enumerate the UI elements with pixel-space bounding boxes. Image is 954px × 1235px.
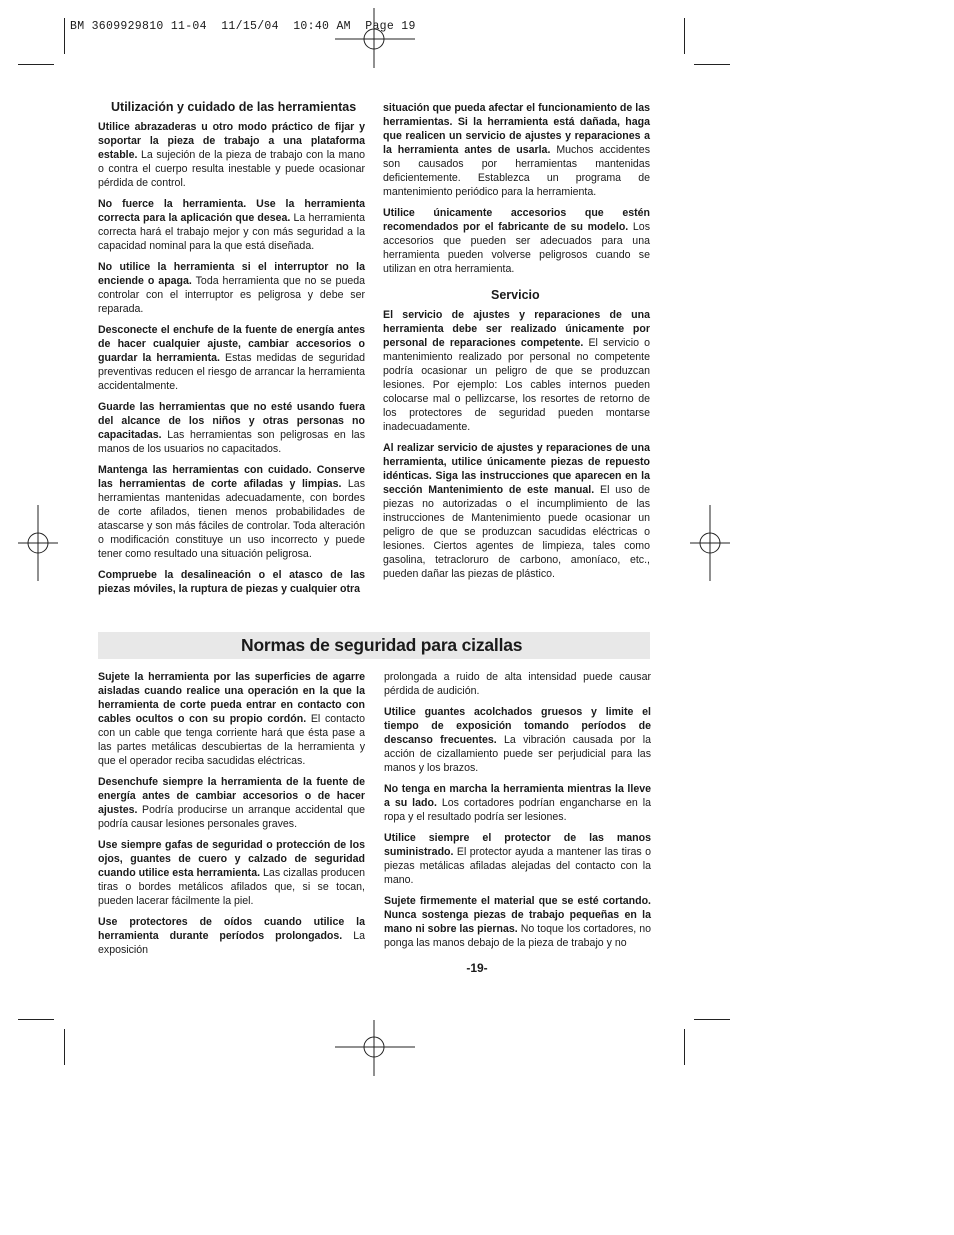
paragraph: Sujete la herramienta por las superficies de agarre aisladas cuando realice una operación en la que la herramienta de corte pueda entrar en contacto con cables ocultos o con su propio cordón. El contacto con un cable que tenga corriente hará que ésta pase a las partes metálicas descubiertas de la herramienta y que el operador reciba sacudidas eléctricas.: [98, 671, 365, 767]
paragraph: Desconecte el enchufe de la fuente de energía antes de hacer cualquier ajuste, cambiar accesorios o guardar la herramienta. Estas medidas de seguridad preventivas reducen el riesgo de arrancar la herramienta accidentalmente.: [98, 324, 365, 392]
paragraph: Utilice siempre el protector de las manos suministrado. El protector ayuda a mantener las tiras o piezas metálicas afiladas alejadas del contacto con la mano.: [384, 832, 651, 886]
paragraph: prolongada a ruido de alta intensidad puede causar pérdida de audición.: [384, 671, 651, 697]
crop-mark-bottom-left-v: [64, 1029, 65, 1065]
section-heading-utilizacion: Utilización y cuidado de las herramientas: [111, 100, 357, 114]
paragraph: Utilice abrazaderas u otro modo práctico de fijar y soportar la pieza de trabajo a una plataforma estable. La sujeción de la pieza de trabajo con la mano o contra el cuerpo resulta inestable y puede ocasionar pérdida de control.: [98, 121, 365, 189]
paragraph: No tenga en marcha la herramienta mientras la lleve a su lado. Los cortadores podrían engancharse en la ropa y el resultado podría ser lesiones.: [384, 783, 651, 823]
registration-mark-bottom-icon: [335, 1020, 415, 1076]
paragraph: Utilice únicamente accesorios que estén recomendados por el fabricante de su modelo. Los accesorios que pueden ser adecuados para una herramienta pueden volverse peligrosos cuando se utilizan en otra herramienta.: [383, 207, 650, 275]
paragraph: Sujete firmemente el material que se esté cortando. Nunca sostenga piezas de trabajo pequeñas en la mano ni sobre las piernas. No toque los cortadores, no ponga las manos debajo de la pieza de trabajo y no: [384, 895, 651, 949]
paragraph: situación que pueda afectar el funcionamiento de las herramientas. Si la herramienta está dañada, haga que realicen un servicio de ajustes y reparaciones a la herramienta antes de usarla. Muchos accidentes son causados por herramientas mantenidas deficientemente. Establezca un programa de mantenimiento periódico para la herramienta.: [383, 102, 650, 198]
banner-title: Normas de seguridad para cizallas: [241, 635, 523, 655]
crop-mark-bottom-left-h: [18, 1019, 54, 1020]
registration-mark-left-icon: [18, 505, 58, 581]
crop-mark-top-left-v: [64, 18, 65, 54]
top-left-column: [98, 100, 365, 603]
paragraph: El servicio de ajustes y reparaciones de una herramienta debe ser realizado únicamente por personal de reparaciones competente. El servicio o mantenimiento realizado por personal no competente podría ocasionar un peligro de que se produzcan lesiones. Por ejemplo: Los cables internos pueden colocarse mal o pellizcarse, los resortes de retorno de los protectores de seguridad pueden montarse inadecuadamente.: [383, 309, 650, 433]
crop-mark-top-right-h: [694, 64, 730, 65]
crop-mark-top-left-h: [18, 64, 54, 65]
paragraph: Al realizar servicio de ajustes y reparaciones de una herramienta, utilice únicamente piezas de repuesto idénticas. Siga las instrucciones que aparecen en la sección Mantenimiento de este manual. El uso de piezas no autorizadas o el incumplimiento de las instrucciones de Mantenimiento puede ocasionar un peligro de que se produzcan sacudidas eléctricas o lesiones. Ciertos agentes de limpieza, tales como gasolina, tetracloruro de carbono, amoníaco, etc., pueden dañar las piezas de plástico.: [383, 442, 650, 580]
paragraph: Guarde las herramientas que no esté usando fuera del alcance de los niños y otras personas no capacitadas. Las herramientas son peligrosas en las manos de los usuarios no capacitados.: [98, 401, 365, 455]
registration-mark-right-icon: [690, 505, 730, 581]
crop-mark-bottom-right-v: [684, 1029, 685, 1065]
crop-mark-bottom-right-h: [694, 1019, 730, 1020]
paragraph: No fuerce la herramienta. Use la herramienta correcta para la aplicación que desea. La herramienta correcta hará el trabajo mejor y con más seguridad a la capacidad nominal para la que está diseñada.: [98, 198, 365, 252]
top-right-column: [383, 101, 650, 588]
paragraph: Use protectores de oídos cuando utilice la herramienta durante períodos prolongados. La exposición: [98, 916, 365, 956]
paragraph: No utilice la herramienta si el interruptor no la enciende o apaga. Toda herramienta que no se pueda controlar con el interruptor es peligrosa y debe ser reparada.: [98, 261, 366, 315]
paragraph: Mantenga las herramientas con cuidado. Conserve las herramientas de corte afiladas y limpias. Las herramientas mantenidas adecuadamente, con bordes de corte afilados, tienen menos probabilidades de atascarse y son más fáciles de controlar. Toda alteración o modificación constituye un uso incorrecto y puede tener como resultado una situación peligrosa.: [98, 464, 365, 560]
page-number: -19-: [466, 961, 488, 975]
paragraph: Desenchufe siempre la herramienta de la fuente de energía antes de cambiar accesorios o de hacer ajustes. Podría producirse un arranque accidental que podría causar lesiones personales graves.: [98, 776, 365, 830]
bottom-left-column: [98, 670, 365, 964]
section-banner: [98, 632, 650, 659]
paragraph: Use siempre gafas de seguridad o protección de los ojos, guantes de cuero y calzado de seguridad cuando utilice esta herramienta. Las cizallas producen tiras o bordes metálicos afilados que, si se tocan, pueden lacerar fácilmente la piel.: [98, 839, 365, 907]
paragraph: Compruebe la desalineación o el atasco de las piezas móviles, la ruptura de piezas y cualquier otra: [98, 569, 365, 595]
bottom-right-column: [384, 670, 651, 957]
section-heading-servicio: Servicio: [491, 288, 540, 302]
crop-mark-top-right-v: [684, 18, 685, 54]
paragraph: Utilice guantes acolchados gruesos y limite el tiempo de exposición tomando períodos de descanso frecuentes. La vibración causada por la acción de cizallamiento puede ser perjudicial para las manos y los brazos.: [384, 706, 651, 774]
registration-mark-top-icon: [335, 8, 415, 68]
printer-slug: BM 3609929810 11-04 11/15/04 10:40 AM Page 19: [70, 20, 416, 33]
